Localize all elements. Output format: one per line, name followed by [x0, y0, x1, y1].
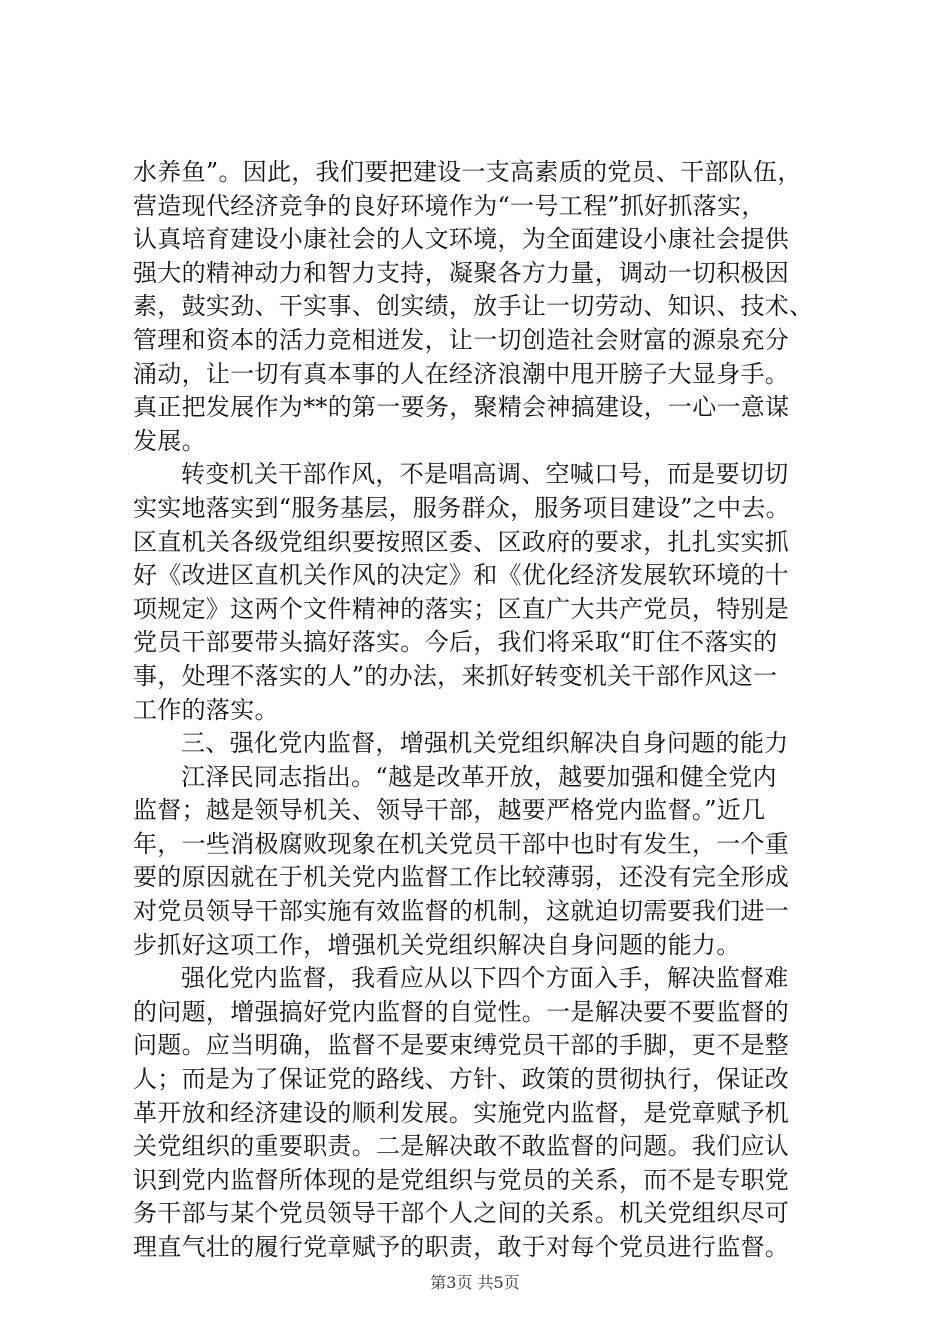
text-line: 好《改进区直机关作风的决定》和《优化经济发展软环境的十 [133, 561, 790, 590]
text-line: 革开放和经济建设的顺利发展。实施党内监督，是党章赋予机 [133, 1098, 790, 1127]
text-line: 真正把发展作为**的第一要务，聚精会神搞建设，一心一意谋 [133, 393, 790, 422]
text-line: 工作的落实。 [133, 695, 279, 724]
text-line: 识到党内监督所体现的是党组织与党员的关系，而不是专职党 [133, 1165, 790, 1194]
paragraph-first-line: 转变机关干部作风，不是唱高调、空喊口号，而是要切切 [181, 460, 789, 489]
text-line: 事，处理不落实的人”的办法，来抓好转变机关干部作风这一 [133, 661, 778, 690]
text-line: 步抓好这项工作，增强机关党组织解决自身问题的能力。 [133, 930, 741, 959]
text-line: 水养鱼”。因此，我们要把建设一支高素质的党员、干部队伍， [133, 158, 802, 186]
text-line: 监督；越是领导机关、领导干部，越要严格党内监督。”近几 [133, 796, 766, 825]
text-line: 项规定》这两个文件精神的落实；区直广大共产党员，特别是 [133, 594, 790, 623]
text-line: 党员干部要带头搞好落实。今后，我们将采取“盯住不落实的 [133, 628, 778, 657]
text-line: 涌动，让一切有真本事的人在经济浪潮中甩开膀子大显身手。 [133, 359, 790, 388]
text-line: 发展。 [133, 426, 206, 455]
section-heading: 三、强化党内监督，增强机关党组织解决自身问题的能力 [181, 729, 789, 758]
text-line: 对党员领导干部实施有效监督的机制，这就迫切需要我们进一 [133, 897, 790, 926]
text-line: 关党组织的重要职责。二是解决敢不敢监督的问题。我们应认 [133, 1132, 790, 1161]
paragraph-first-line: 强化党内监督，我看应从以下四个方面入手，解决监督难 [181, 964, 789, 993]
paragraph-first-line: 江泽民同志指出。“越是改革开放，越要加强和健全党内 [181, 762, 777, 791]
text-line: 认真培育建设小康社会的人文环境，为全面建设小康社会提供 [133, 225, 790, 254]
text-line: 务干部与某个党员领导干部个人之间的关系。机关党组织尽可 [133, 1199, 790, 1228]
text-line: 区直机关各级党组织要按照区委、区政府的要求，扎扎实实抓 [133, 527, 790, 556]
text-line: 素，鼓实劲、干实事、创实绩，放手让一切劳动、知识、技术、 [133, 292, 814, 321]
text-line: 要的原因就在于机关党内监督工作比较薄弱，还没有完全形成 [133, 863, 790, 892]
text-line: 理直气壮的履行党章赋予的职责，敢于对每个党员进行监督。 [133, 1233, 790, 1261]
text-line: 问题。应当明确，监督不是要束缚党员干部的手脚，更不是整 [133, 1031, 790, 1060]
document-body [133, 156, 833, 1265]
text-line: 管理和资本的活力竞相迸发，让一切创造社会财富的源泉充分 [133, 325, 790, 354]
text-line: 的问题，增强搞好党内监督的自觉性。一是解决要不要监督的 [133, 997, 790, 1026]
text-line: 营造现代经济竞争的良好环境作为“一号工程”抓好抓落实， [133, 191, 766, 220]
text-line: 强大的精神动力和智力支持，凝聚各方力量，调动一切积极因 [133, 258, 790, 287]
page-number-footer: 第3页 共5页 [430, 1273, 520, 1292]
text-line: 年，一些消极腐败现象在机关党员干部中也时有发生，一个重 [133, 829, 790, 858]
text-line: 实实地落实到“服务基层，服务群众，服务项目建设”之中去。 [133, 493, 790, 522]
text-line: 人；而是为了保证党的路线、方针、政策的贯彻执行，保证改 [133, 1065, 790, 1094]
